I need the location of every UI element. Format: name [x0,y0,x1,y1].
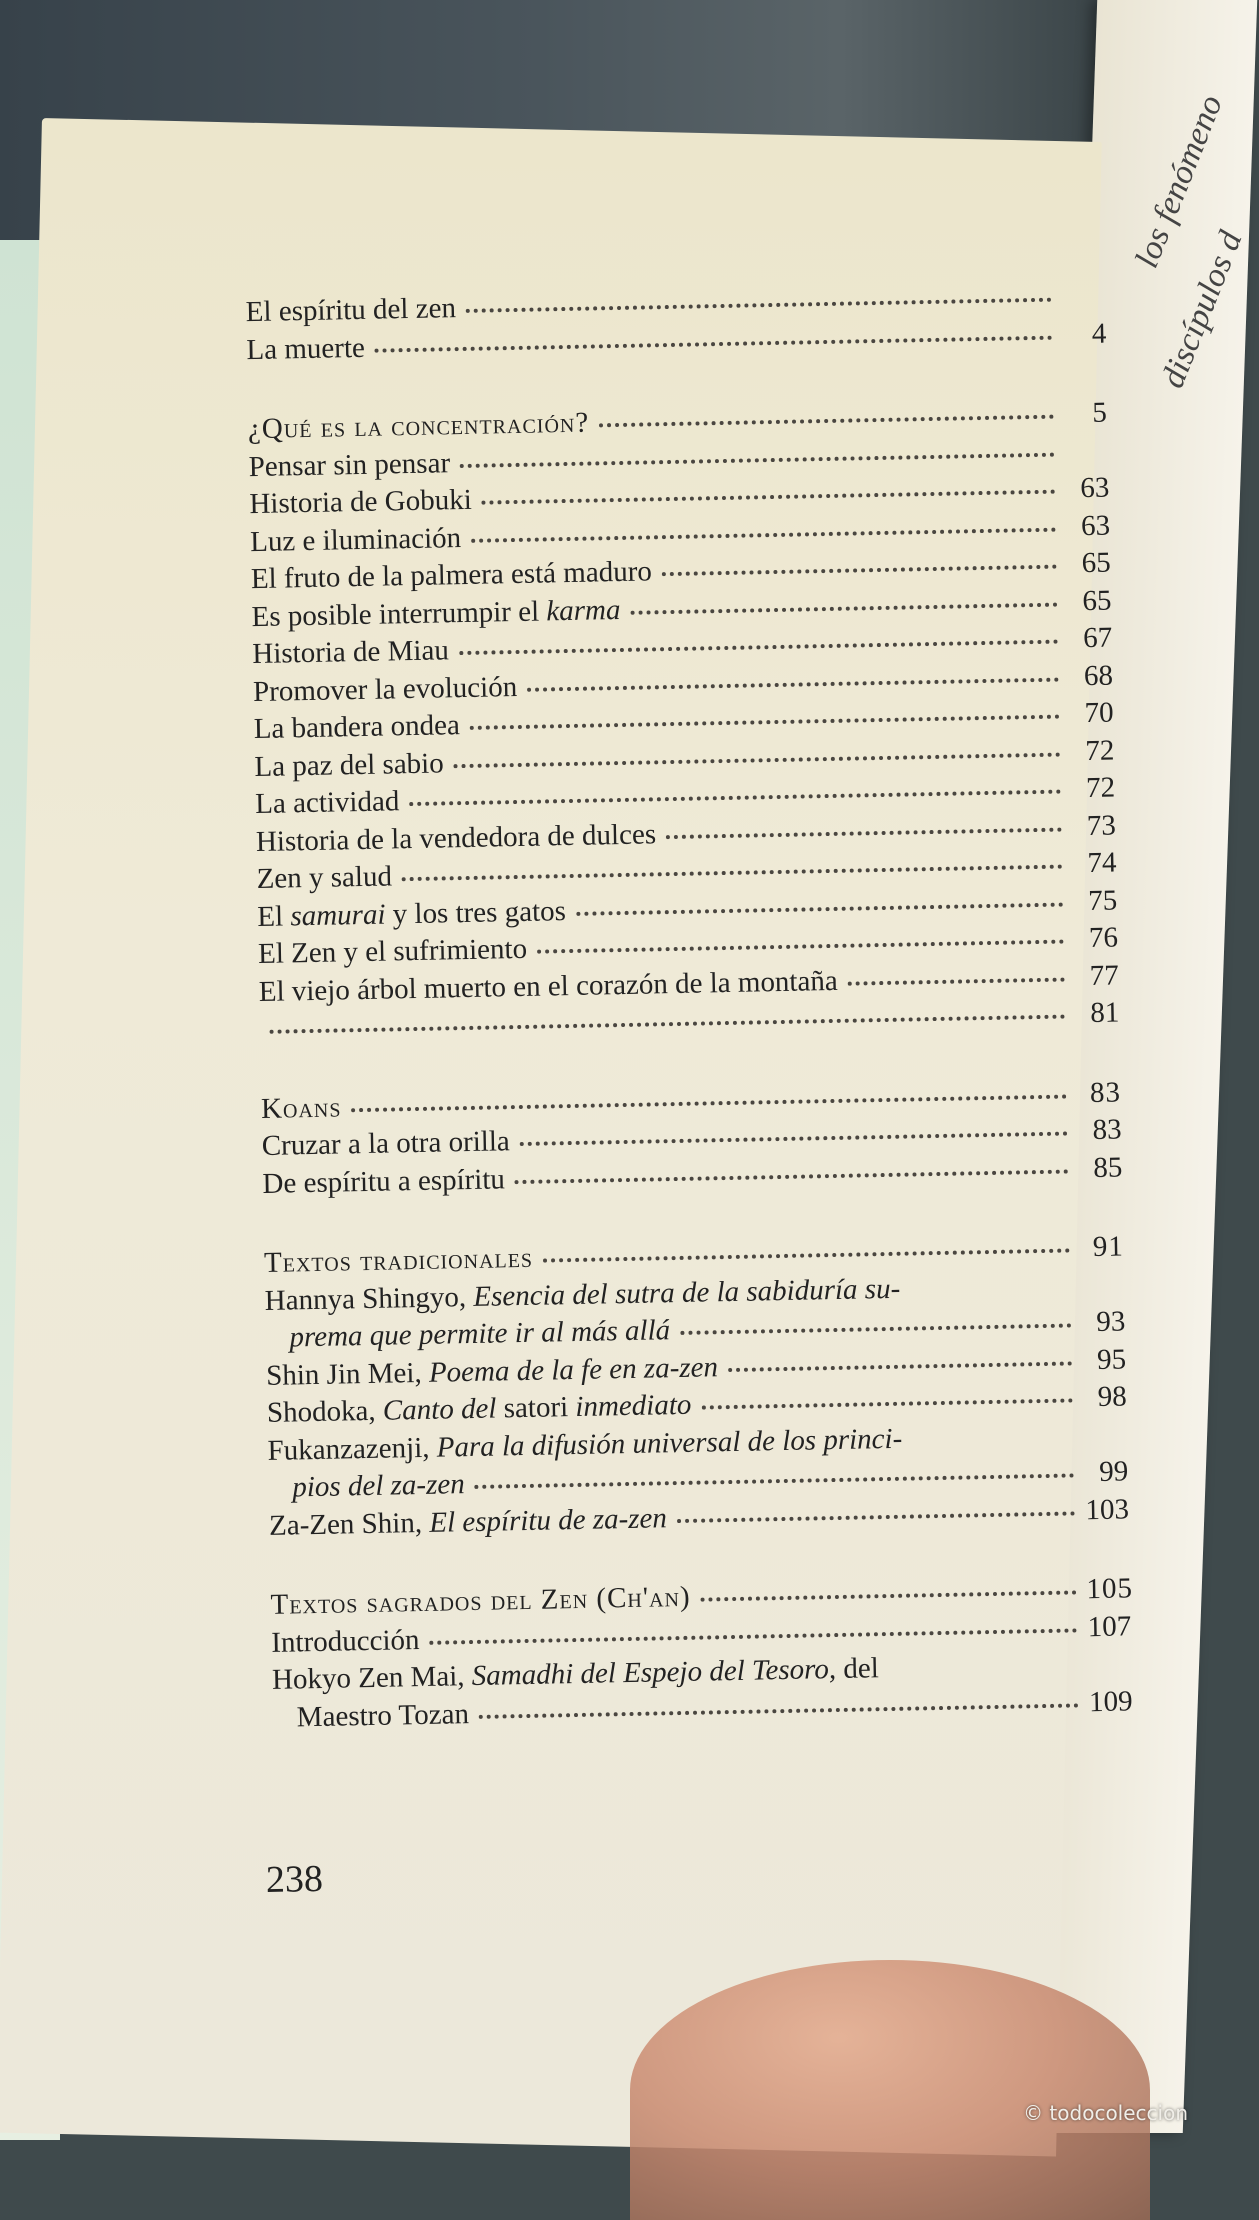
dot-leader [515,1169,1069,1184]
dot-leader [520,1131,1068,1146]
toc-page-number: 103 [1085,1492,1130,1526]
toc-entry-title: Maestro Tozan [296,1697,470,1733]
toc-page-number [1088,1672,1132,1673]
dot-leader [475,1473,1075,1489]
toc-entry-title: La muerte [246,331,366,366]
toc-page-number: 5 [1092,396,1109,429]
dot-leader [543,1248,1070,1262]
dot-leader [728,1361,1072,1372]
dot-leader [409,790,1061,807]
toc-entry-title: prema que permite ir al más allá [289,1314,671,1354]
toc-entry-title: Hokyo Zen Mai, Samadhi del Espejo del Tesoro, del [271,1652,880,1696]
dot-leader [351,1094,1067,1112]
toc-entry-title: El fruto de la palmera está maduro [250,555,653,596]
toc-entry-title: Zen y salud [256,860,393,896]
toc-page-number: 83 [1089,1075,1122,1109]
toc-entry-title: Textos sagrados del Zen (Ch'an) [270,1580,691,1621]
toc-entry-title: Es posible interrumpir el karma [251,593,621,633]
toc-entry-title: Luz e iluminación [249,521,462,558]
toc-page-number [1062,305,1106,306]
dot-leader [270,1015,1066,1034]
toc-entry-title: Hannya Shingyo, Esencia del sutra de la sabiduría su- [264,1272,901,1317]
toc-page-number: 68 [1083,659,1114,692]
dot-leader [482,490,1056,505]
toc-page-number [1081,1293,1125,1294]
toc-entry-title: Shodoka, Canto del satori inmediato [266,1388,692,1429]
dot-leader [460,452,1055,467]
toc-page-number: 91 [1092,1230,1125,1264]
toc-page-number: 4 [1091,317,1107,350]
toc-entry-title: Cruzar a la otra orilla [261,1125,511,1162]
toc-entry-title: Fukanzazenji, Para la difusión universal de los princi- [267,1422,903,1467]
page-number: 238 [265,1857,324,1902]
dot-leader [537,940,1064,954]
dot-leader [454,752,1061,768]
toc-page-number: 67 [1082,621,1113,655]
toc-page-number: 105 [1086,1572,1134,1606]
toc-page-number: 72 [1085,771,1116,805]
toc-entry-title: Historia de Miau [252,634,450,671]
toc-page-number: 109 [1088,1684,1133,1718]
toc-section [248,395,1120,1049]
dot-leader [701,1398,1072,1409]
watermark: © todocoleccion [1023,2101,1188,2125]
dot-leader [677,1511,1075,1523]
toc-entry-title: El samurai y los tres gatos [257,894,567,933]
dot-leader [471,527,1056,542]
dot-leader [576,902,1063,915]
toc-entry-title: pios del za-zen [292,1468,465,1504]
toc-page-number: 77 [1089,958,1119,992]
dot-leader [459,640,1058,656]
toc-page-number: 107 [1087,1609,1132,1643]
thumb [630,1960,1150,2220]
toc-section [270,1570,1133,1736]
facing-page-fragment: discípulos d [1153,226,1250,393]
toc-page-number: 70 [1084,696,1114,730]
toc-page-number: 76 [1088,921,1119,955]
dot-leader [470,715,1060,730]
dot-leader [662,565,1057,577]
toc-entry-title: Shin Jin Mei, Poema de la fe en za-zen [265,1350,719,1392]
dot-leader [527,677,1059,691]
toc-page-number: 95 [1096,1342,1127,1376]
dot-leader [630,602,1057,614]
toc-entry-title: De espíritu a espíritu [262,1162,506,1200]
toc-entry-title: El viejo árbol muerto en el corazón de la montaña [258,964,838,1008]
toc-section [264,1228,1130,1544]
toc-entry-title: Introducción [270,1623,420,1659]
toc-entry-title: Za-Zen Shin, El espíritu de za-zen [268,1501,668,1542]
dot-leader [466,298,1052,313]
dot-leader [429,1628,1077,1644]
toc-page-number: 93 [1096,1305,1126,1338]
toc-entry-title: Pensar sin pensar [248,446,451,483]
toc-entry-title: Historia de la vendedora de dulces [255,817,657,858]
toc-section [245,278,1106,369]
toc-entry-title: El Zen y el sufrimiento [257,932,528,971]
dot-leader [666,827,1062,839]
toc-entry-title: El espíritu del zen [245,292,457,329]
toc-entry-title: Textos tradicionales [263,1241,534,1279]
toc-page-number: 99 [1098,1455,1129,1488]
toc-entry-title: Koans [260,1090,342,1125]
toc-entry-title: Historia de Gobuki [249,483,473,521]
toc-page-number: 63 [1079,471,1110,505]
toc-page-number [1084,1443,1128,1444]
table-of-contents [245,278,1133,1779]
toc-entry-title: Promover la evolución [252,670,518,708]
toc-entry-title: ¿Qué es la concentración? [247,406,590,446]
toc-page-number: 75 [1087,884,1118,917]
dot-leader [599,415,1054,428]
dot-leader [375,335,1053,352]
toc-entry-title: La bandera ondea [253,709,461,746]
toc-page-number: 81 [1090,996,1120,1030]
toc-entry-title: La paz del sabio [254,746,444,783]
toc-page-number: 65 [1081,546,1112,580]
toc-page-number: 85 [1093,1150,1123,1184]
facing-page-fragment: los fenómeno [1128,90,1231,273]
toc-page-number: 72 [1085,734,1115,767]
dot-leader [479,1703,1079,1719]
toc-page-number: 63 [1080,509,1111,542]
dot-leader [680,1323,1071,1335]
toc-page-number [1065,459,1109,460]
dot-leader [402,865,1063,882]
toc-page-number: 74 [1087,846,1117,880]
toc-entry-title: La actividad [254,785,400,821]
dot-leader [701,1590,1077,1601]
toc-page-number: 98 [1097,1380,1128,1413]
toc-page-number: 73 [1086,809,1117,842]
toc-section [261,1074,1123,1203]
toc-page-number: 83 [1092,1113,1122,1147]
dot-leader [848,977,1065,985]
toc-page-number: 65 [1082,584,1112,617]
